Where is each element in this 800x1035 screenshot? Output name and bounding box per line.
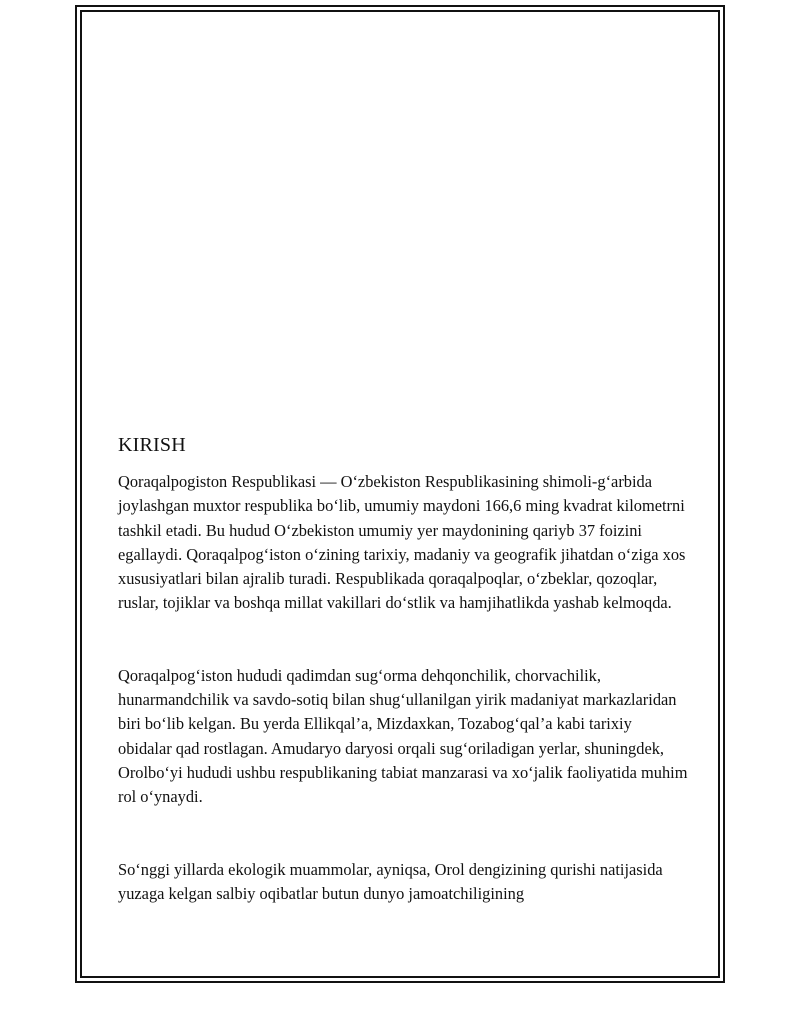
section-heading: KIRISH — [118, 434, 186, 456]
paragraph-3: So‘nggi yillarda ekologik muammolar, ayniqsa, Orol dengizining qurishi natijasida yuzaga kelgan salbiy oqibatlar butun dunyo jamoatchiligining — [118, 859, 663, 903]
document-body — [118, 432, 688, 906]
paragraph-1: Qoraqalpogiston Respublikasi — O‘zbekiston Respublikasining shimoli-g‘arbida joylashgan muxtor respublika bo‘lib, umumiy maydoni 166,6 ming kvadrat kilometrni tashkil etadi. Bu hudud O‘zbekiston umumiy yer maydonining qariyb 37 foizini egallaydi. Qoraqalpog‘iston o‘zining tarixiy, madaniy va geografik jihatdan o‘ziga xos xususiyatlari bilan ajralib turadi. Respublikada qoraqalpoqlar, o‘zbeklar, qozoqlar, ruslar, tojiklar va boshqa millat vakillari do‘stlik va hamjihatlikda yashab kelmoqda. — [118, 472, 686, 613]
paragraph-2: Qoraqalpog‘iston hududi qadimdan sug‘orma dehqonchilik, chorvachilik, hunarmandchilik va savdo-sotiq bilan shug‘ullanilgan yirik madaniyat markazlaridan biri bo‘lib kelgan. Bu yerda Ellikqal’a, Mizdaxkan, Tozabog‘qal’a kabi tarixiy obidalar qad rostlagan. Amudaryo daryosi orqali sug‘oriladigan yerlar, shuningdek, Orolbo‘yi hududi ushbu respublikaning tabiat manzarasi va xo‘jalik faoliyatida muhim rol o‘ynaydi. — [118, 665, 688, 807]
